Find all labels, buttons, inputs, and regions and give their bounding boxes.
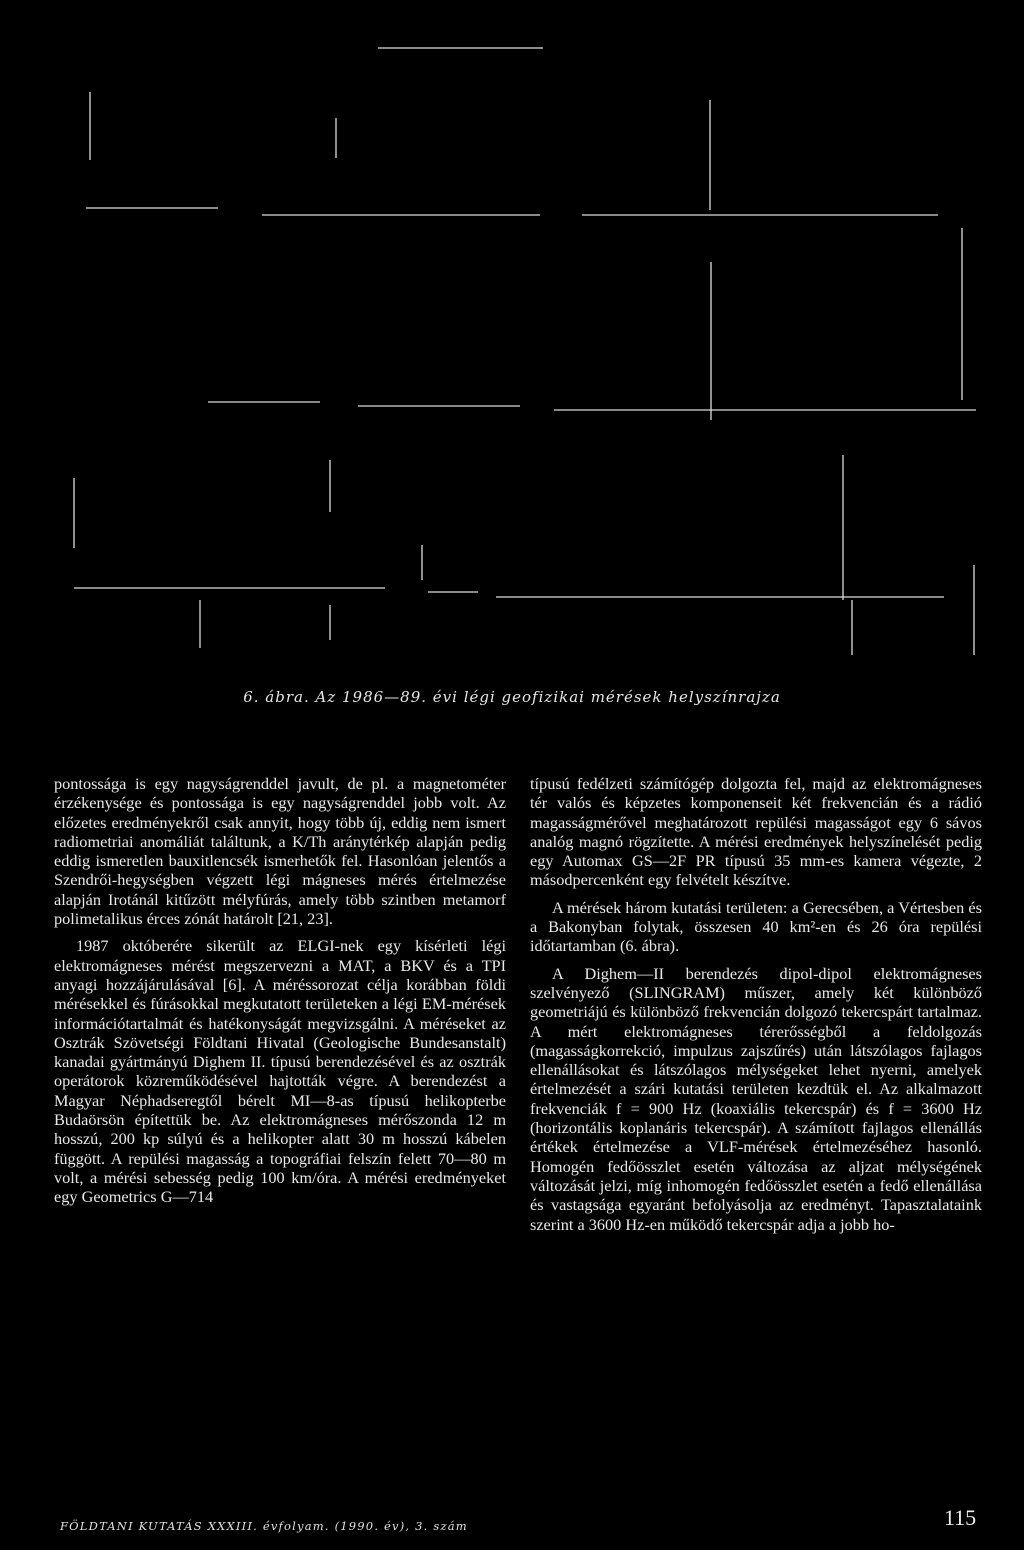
right-column xyxy=(530,774,982,1234)
paragraph: pontossága is egy nagyságrenddel javult, de pl. a magnetométer érzékenysége és pontossága is egy nagyságrenddel jobb volt. Az előzetes eredményekről csak annyit, hogy több új, eddig nem ismert radiometriai anomáliát találtunk, a K/Th aránytérkép alapján pedig eddig ismeretlen bauxitlencsék ismerhetők fel. Hasonlóan jelentős a Szendrői-hegységben végzett légi mágneses mérés értelmezése alapján Irotánál kitűzött mélyfúrás, amely több szintben metamorf polimetalikus érces zónát határolt [21, 23]. xyxy=(54,774,506,929)
survey-site-map xyxy=(0,0,1024,680)
figure-caption: 6. ábra. Az 1986—89. évi légi geofizikai mérések helyszínrajza xyxy=(243,688,781,706)
page-number: 115 xyxy=(944,1505,977,1530)
journal-footer: FÖLDTANI KUTATÁS XXXIII. évfolyam. (1990. év), 3. szám xyxy=(60,1519,468,1533)
paragraph: A mérések három kutatási területen: a Gerecsében, a Vértesben és a Bakonyban folytak, összesen 40 km²-en és 26 óra repülési időtartamban (6. ábra). xyxy=(530,897,982,956)
paragraph: A Dighem—II berendezés dipol-dipol elektromágneses szelvényező (SLINGRAM) műszer, amely két különböző geometriájú és különböző frekvencián dolgozó tekercspárt tartalmaz. A mért elektromágneses térerősségből a feldolgozás (magasságkorrekció, impulzus zajszűrés) után látszólagos fajlagos ellenállásokat és látszólagos mélységeket lehet nyerni, amelyek értelmezését a szári kutatási területen kezdtük el. Az alkalmazott frekvenciák f = 900 Hz (koaxiális tekercspár) és f = 3600 Hz (horizontális koplanáris tekercspár). A számított fajlagos ellenállás értékek értelmezése a VLF-mérések értelmezéséhez hasonló. Homogén fedőösszlet esetén változása az aljzat mélységének változását jelzi, míg inhomogén fedőösszlet esetén a fedő ellenállása és vastagsága egyaránt befolyásolja az eredményt. Tapasztalataink szerint a 3600 Hz-en működő tekercspár adja a jobb ho- xyxy=(530,963,982,1234)
paragraph: 1987 októberére sikerült az ELGI-nek egy kísérleti légi elektromágneses mérést megszervezni a MAT, a BKV és a TPI anyagi hozzájárulásával [6]. A méréssorozat célja korábban földi mérésekkel és fúrásokkal megkutatott területeken a légi EM-mérések információtartalmát és hatékonyságát megvizsgálni. A méréseket az Osztrák Szövetségi Földtani Hivatal (Geologische Bundesanstalt) kanadai gyártmányú Dighem II. típusú berendezésével és az osztrák operátorok közreműködésével hajtották végre. A berendezést a Magyar Néphadseregtől bérelt MI—8-as típusú helikopterbe Budaörsön építettük be. Az elektromágneses mérőszonda 12 m hosszú, 200 kp súlyú és a helikopter alatt 30 m hosszú kábelen függött. A repülési magasság a topográfiai felszín felett 70—80 m volt, a mérési sebesség pedig 100 km/óra. A mérési eredményeket egy Geometrics G—714 xyxy=(54,936,506,1207)
paragraph: típusú fedélzeti számítógép dolgozta fel, majd az elektromágneses tér valós és képzetes komponenseit két frekvencián és a rádió magasságmérővel meghatározott repülési magasságot egy 6 sávos analóg magnó rögzítette. A mérési eredmények helyszínelését pedig egy Automax GS—2F PR típusú 35 mm-es kamera végezte, 2 másodpercenként egy felvételt készítve. xyxy=(530,774,982,890)
left-column xyxy=(54,774,506,1207)
